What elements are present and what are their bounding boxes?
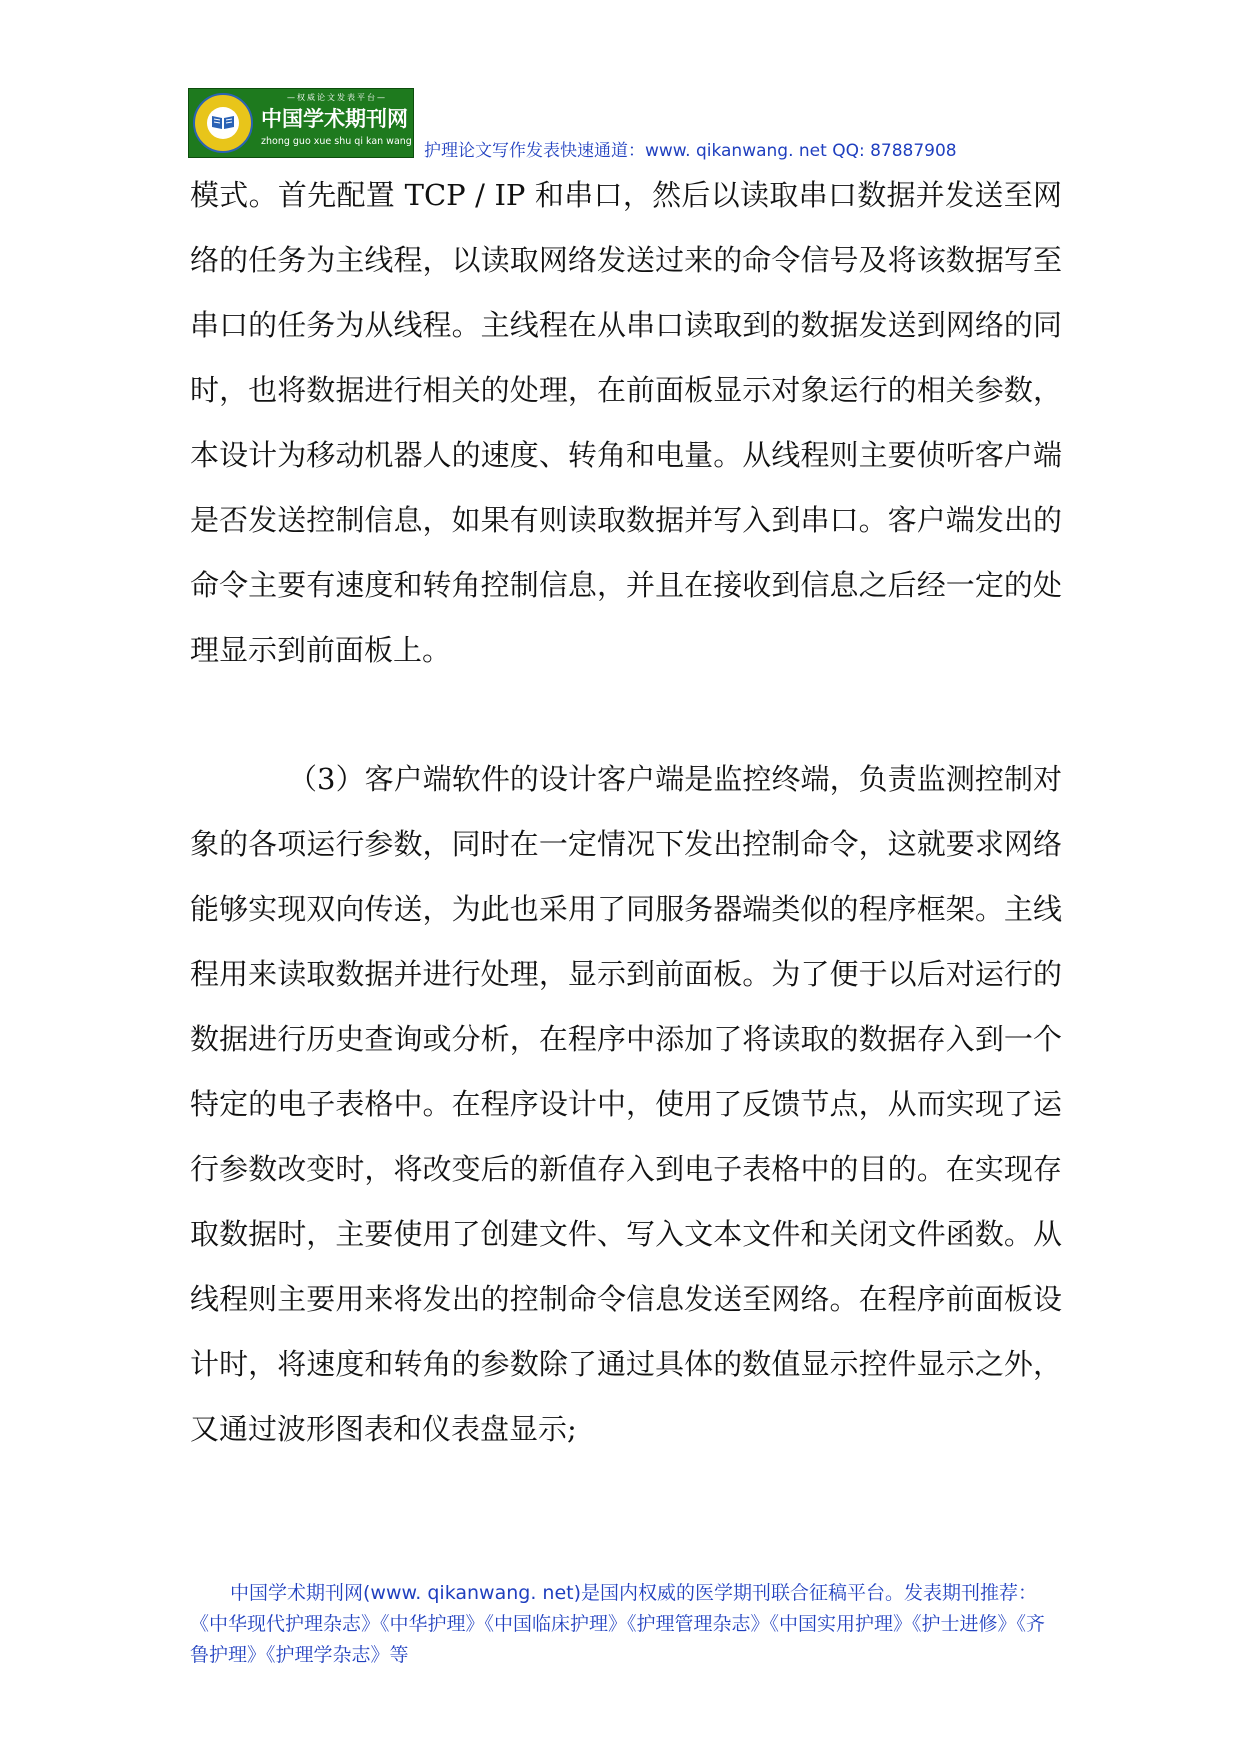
logo-emblem-icon <box>193 93 253 153</box>
logo-slogan: —权威论文发表平台— <box>287 93 387 102</box>
footer-promo-text: 中国学术期刊网(www. qikanwang. net)是国内权威的医学期刊联合征稿平台。发表期刊推荐：《中华现代护理杂志》《中华护理》《中国临床护理》《护理管理杂志》《中国实用护理》《护士进修》《齐鲁护理》《护理学杂志》等 <box>190 1582 1046 1666</box>
body-paragraph-2: （3）客户端软件的设计客户端是监控终端，负责监测控制对象的各项运行参数，同时在一定情况下发出控制命令，这就要求网络能够实现双向传送，为此也采用了同服务器端类似的程序框架。主线程用来读取数据并进行处理，显示到前面板。为了便于以后对运行的数据进行历史查询或分析，在程序中添加了将读取的数据存入到一个特定的电子表格中。在程序设计中，使用了反馈节点，从而实现了运行参数改变时，将改变后的新值存入到电子表格中的目的。在实现存取数据时，主要使用了创建文件、写入文本文件和关闭文件函数。从线程则主要用来将发出的控制命令信息发送至网络。在程序前面板设计时，将速度和转角的参数除了通过具体的数值显示控件显示之外，又通过波形图表和仪表盘显示; <box>190 762 1062 1446</box>
body-paragraph-1: 模式。首先配置 TCP / IP 和串口，然后以读取串口数据并发送至网络的任务为主线程，以读取网络发送过来的命令信号及将该数据写至串口的任务为从线程。主线程在从串口读取到的数据发送到网络的同时，也将数据进行相关的处理，在前面板显示对象运行的相关参数，本设计为移动机器人的速度、转角和电量。从线程则主要侦听客户端是否发送控制信息，如果有则读取数据并写入到串口。客户端发出的命令主要有速度和转角控制信息，并且在接收到信息之后经一定的处理显示到前面板上。 <box>190 178 1062 667</box>
open-book-icon <box>211 114 235 130</box>
logo-site-name: 中国学术期刊网 <box>261 107 408 131</box>
logo-pinyin: zhong guo xue shu qi kan wang <box>261 136 412 147</box>
site-logo[interactable] <box>188 88 414 158</box>
header-tagline: 护理论文写作发表快速通道：www. qikanwang. net QQ: 87887908 <box>424 141 957 161</box>
